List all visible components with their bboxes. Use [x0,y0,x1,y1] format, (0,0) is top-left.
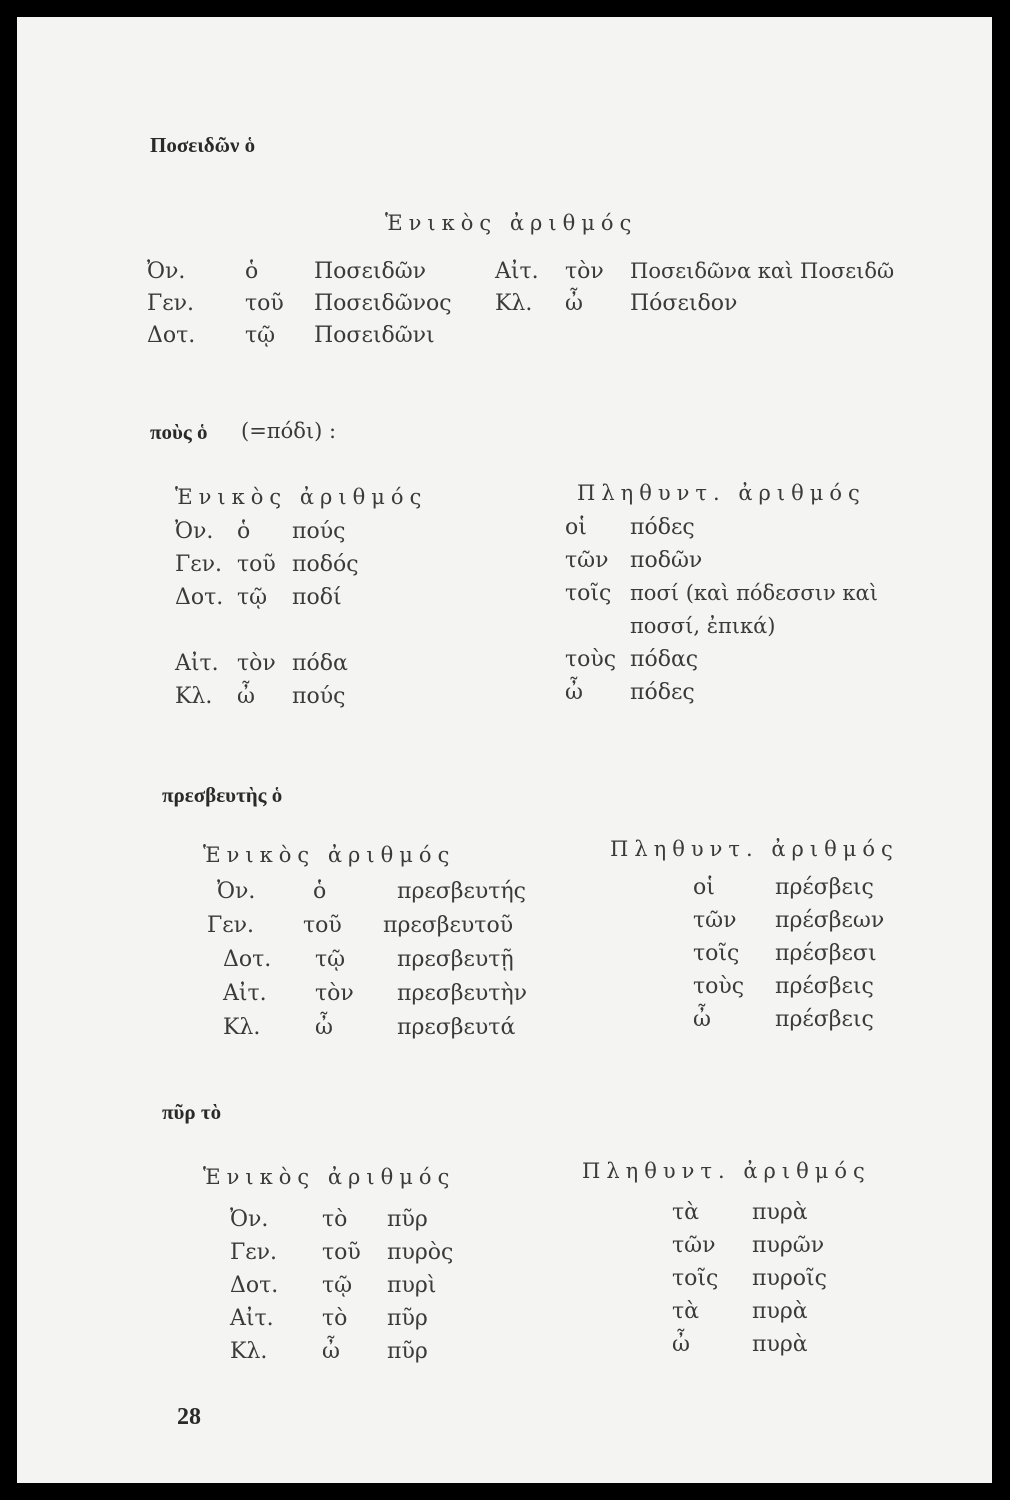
noun-form: πρεσβευτῇ [397,947,514,972]
article: ὦ [693,1007,711,1032]
article: ὦ [322,1339,340,1364]
noun-form: πούς [292,684,346,709]
poseidon-headword: Ποσειδῶν ὁ [150,133,256,157]
case-label: Γεν. [230,1240,278,1265]
article: οἱ [565,515,587,540]
noun-form: Ποσειδῶνα καὶ Ποσειδῶ [630,259,895,283]
noun-form: πυροῖς [752,1266,827,1291]
article: τῷ [315,947,346,972]
noun-form: ποδί [292,585,342,610]
article: τῷ [237,585,268,610]
noun-form: Ποσειδῶνος [314,291,452,316]
case-label: Δοτ. [175,585,224,610]
case-label: Ὀν. [230,1207,269,1232]
article: ὁ [237,519,251,544]
noun-form: Ποσειδῶνι [314,323,435,348]
noun-form: πούς [292,519,346,544]
pous-plural-heading: Πληθυντ. ἀριθμός [577,481,866,505]
article: τοῦ [245,291,284,316]
case-label: Δοτ. [223,947,272,972]
noun-form-continuation: ποσσί, ἐπικά) [630,614,776,638]
article: τὰ [672,1200,700,1225]
article: ὁ [313,879,327,904]
noun-form: πρεσβευτὴν [397,981,528,1006]
noun-form: πυρῶν [752,1233,825,1258]
article: ὦ [315,1015,333,1040]
article: τῶν [693,908,737,933]
article: οἱ [693,875,715,900]
noun-form: πόδες [630,680,695,705]
article: τοῦ [303,913,342,938]
page-number: 28 [177,1404,201,1430]
article: τοὺς [565,647,617,672]
pous-gloss: (=πόδι) : [241,419,337,443]
case-label: Κλ. [230,1339,268,1364]
book-page [17,17,992,1483]
pous-headword: ποὺς ὁ [150,420,208,444]
case-label: Ὀν. [147,259,186,284]
case-label: Κλ. [223,1015,261,1040]
noun-form: πρέσβεις [775,974,874,999]
noun-form: πόδες [630,515,695,540]
article: ὁ [245,259,259,284]
noun-form: πρέσβεων [775,908,885,933]
noun-form: πόδα [292,651,348,676]
noun-form: πῦρ [387,1207,428,1232]
article: ὦ [565,680,583,705]
noun-form: πρεσβευτά [397,1015,516,1040]
case-label: Κλ. [495,291,533,316]
noun-form: πυρὰ [752,1200,808,1225]
article: τὸν [237,651,276,676]
article: ὦ [237,684,255,709]
article: τοῦ [322,1240,361,1265]
noun-form: ποδῶν [630,548,703,573]
noun-form: ποσί (καὶ πόδεσσιν καὶ [630,581,878,605]
noun-form: ποδός [292,552,359,577]
article: ὦ [672,1332,690,1357]
noun-form: πρέσβεσι [775,941,877,966]
case-label: Δοτ. [230,1273,279,1298]
presbeutis-singular-heading: Ἑνικὸς ἀριθμός [203,843,456,867]
case-label: Αἰτ. [223,981,267,1006]
case-label: Ὀν. [175,519,214,544]
article: τὸν [315,981,354,1006]
noun-form: πρεσβευτής [397,879,526,904]
noun-form: Ποσειδῶν [314,259,427,284]
article: τῷ [245,323,276,348]
presbeutis-plural-heading: Πληθυντ. ἀριθμός [610,837,899,861]
pous-singular-heading: Ἑνικὸς ἀριθμός [175,485,428,509]
noun-form: πυρὰ [752,1299,808,1324]
case-label: Γεν. [175,552,223,577]
noun-form: πῦρ [387,1339,428,1364]
noun-form: πόδας [630,647,699,672]
article: τὸν [565,259,604,284]
pyr-singular-heading: Ἑνικὸς ἀριθμός [203,1165,456,1189]
noun-form: πυρὶ [387,1273,437,1298]
noun-form: πυρὰ [752,1332,808,1357]
noun-form: πρέσβεις [775,875,874,900]
article: τὸ [322,1306,348,1331]
noun-form: πρεσβευτοῦ [383,913,514,938]
article: τοῖς [672,1266,719,1291]
article: ὦ [565,291,583,316]
case-label: Κλ. [175,684,213,709]
noun-form: πυρὸς [387,1240,454,1265]
case-label: Αἰτ. [230,1306,274,1331]
article: τοῖς [565,581,612,606]
article: τὰ [672,1299,700,1324]
case-label: Ὀν. [217,879,256,904]
noun-form: πῦρ [387,1306,428,1331]
case-label: Γεν. [147,291,195,316]
case-label: Αἰτ. [495,259,539,284]
article: τοὺς [693,974,745,999]
pyr-headword: πῦρ τὸ [162,1100,222,1124]
article: τῶν [565,548,609,573]
article: τοῖς [693,941,740,966]
case-label: Αἰτ. [175,651,219,676]
poseidon-singular-heading: Ἑνικὸς ἀριθμός [385,211,638,235]
article: τῷ [322,1273,353,1298]
noun-form: Πόσειδον [630,291,738,316]
case-label: Δοτ. [147,323,196,348]
article: τὸ [322,1207,348,1232]
pyr-plural-heading: Πληθυντ. ἀριθμός [582,1159,871,1183]
presbeutis-headword: πρεσβευτὴς ὁ [162,783,283,807]
article: τῶν [672,1233,716,1258]
case-label: Γεν. [207,913,255,938]
noun-form: πρέσβεις [775,1007,874,1032]
article: τοῦ [237,552,276,577]
